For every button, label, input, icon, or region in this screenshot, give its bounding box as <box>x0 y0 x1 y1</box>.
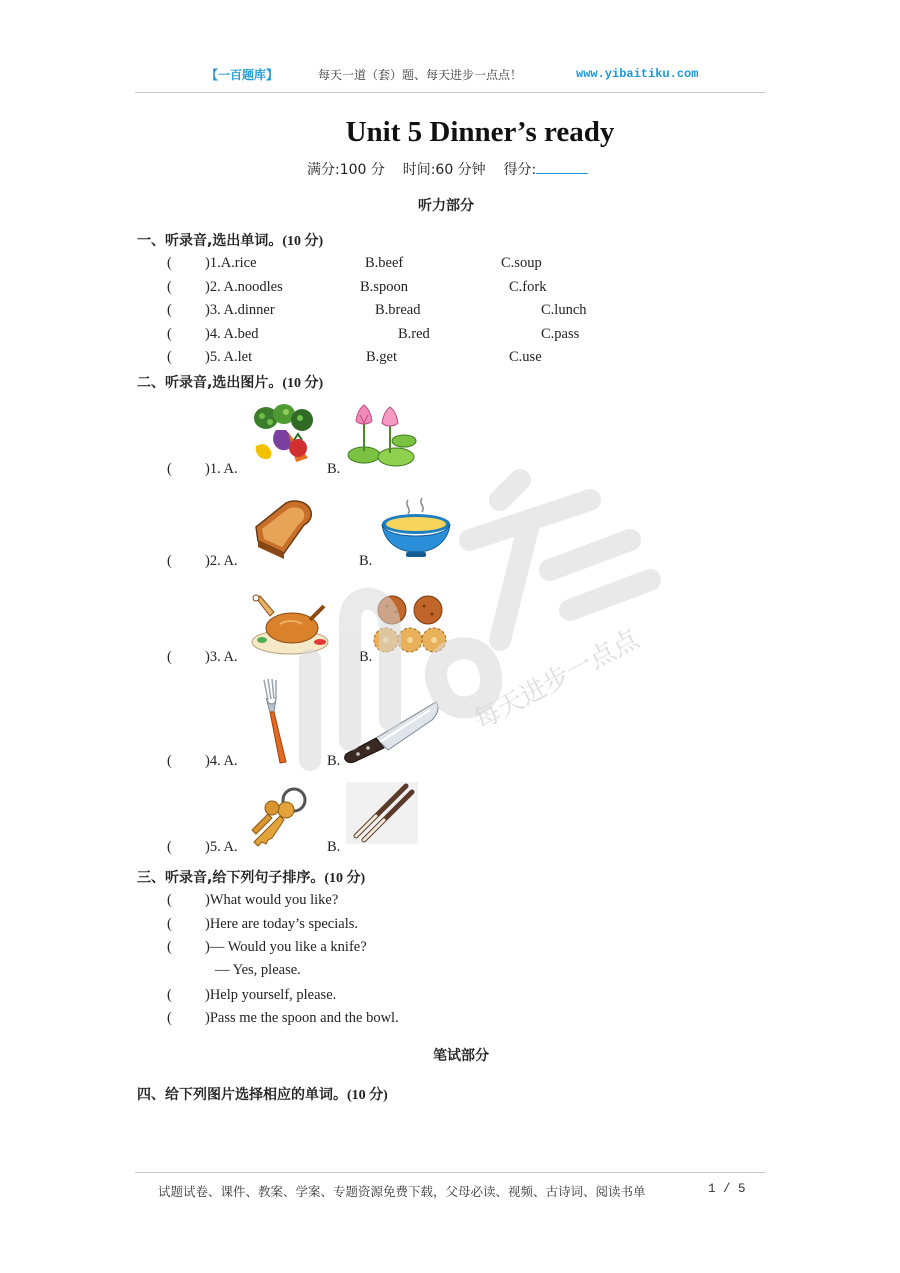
answer-paren[interactable]: ( <box>167 892 172 908</box>
option-b: B. <box>327 753 341 769</box>
section1-heading <box>137 230 323 250</box>
listening-part-title: 听力部分 <box>418 198 474 214</box>
answer-paren[interactable]: ( <box>167 553 172 569</box>
answer-paren[interactable]: ( <box>167 987 172 1003</box>
knife-picture[interactable] <box>340 698 444 764</box>
section1-points: 。(10 分) <box>268 234 324 249</box>
sentence: )Pass me the spoon and the bowl. <box>205 1010 399 1026</box>
header-slogan: 每天一道（套）题、每天进步一点点！ <box>318 68 523 82</box>
answer-paren[interactable]: ( <box>167 839 172 855</box>
option-a: )2. A. <box>205 553 238 569</box>
option-b: B. <box>359 553 373 569</box>
option-c: C.lunch <box>541 302 587 318</box>
answer-paren[interactable]: ( <box>167 326 172 342</box>
writing-part-title: 笔试部分 <box>433 1048 489 1064</box>
answer-paren[interactable]: ( <box>167 349 172 365</box>
answer-paren[interactable]: ( <box>167 753 172 769</box>
exam-info <box>307 159 588 179</box>
section1-heading-text: 一、听录音,选出单词 <box>137 233 269 249</box>
header-brand: 【一百题库】 <box>206 68 279 82</box>
page-title: Unit 5 Dinner’s ready <box>345 116 615 148</box>
roast-chicken-picture[interactable] <box>250 594 330 656</box>
sentence: )Here are today’s specials. <box>205 916 358 932</box>
option-b: B.red <box>398 326 430 342</box>
sentence: )— Would you like a knife? <box>205 939 367 955</box>
option-b: B.beef <box>365 255 404 271</box>
option-a: )3. A. <box>205 649 238 665</box>
header-divider <box>135 92 766 93</box>
section4-heading <box>137 1084 388 1104</box>
footer-divider <box>135 1172 766 1173</box>
watermark-subtext: 每天进步一点点 <box>469 624 644 737</box>
fork-picture[interactable] <box>256 678 296 764</box>
watermark-logo <box>270 440 670 800</box>
option-b: B.spoon <box>360 279 408 295</box>
answer-paren[interactable]: ( <box>167 1010 172 1026</box>
vegetables-picture[interactable] <box>248 402 316 468</box>
section2-heading <box>137 372 323 392</box>
option-b: B.get <box>366 349 398 365</box>
answer-paren[interactable]: ( <box>167 649 172 665</box>
lotus-picture[interactable] <box>346 403 418 469</box>
sentence: — Yes, please. <box>215 962 301 978</box>
sentence: )What would you like? <box>205 892 339 908</box>
option-a: )4. A.bed <box>205 326 259 342</box>
option-c: C.pass <box>541 326 580 342</box>
section4-points: 。(10 分) <box>333 1088 388 1103</box>
option-a: )4. A. <box>205 753 238 769</box>
option-a: )5. A.let <box>205 349 253 365</box>
option-b: B. <box>327 461 341 477</box>
chopsticks-picture[interactable] <box>346 782 418 844</box>
option-c: C.fork <box>509 279 547 295</box>
option-c: C.soup <box>501 255 542 271</box>
section4-heading-text: 四、给下列图片选择相应的单词 <box>137 1087 333 1103</box>
answer-paren[interactable]: ( <box>167 939 172 955</box>
option-b: B. <box>359 649 373 665</box>
option-c: C.use <box>509 349 542 365</box>
soup-bowl-picture[interactable] <box>378 496 454 560</box>
answer-paren[interactable]: ( <box>167 916 172 932</box>
answer-paren[interactable]: ( <box>167 279 172 295</box>
full-marks: 满分:100 分 <box>307 162 385 178</box>
option-b: B. <box>327 839 341 855</box>
header-url[interactable]: www.yibaitiku.com <box>576 67 699 81</box>
section3-points: 。(10 分) <box>310 871 366 886</box>
score-label: 得分: <box>503 162 537 178</box>
answer-paren[interactable]: ( <box>167 255 172 271</box>
section3-heading-text: 三、听录音,给下列句子排序 <box>137 870 311 886</box>
cookies-picture[interactable] <box>372 594 448 656</box>
footer-text: 试题试卷、课件、教案、学案、专题资源免费下载，父母必读、视频、古诗词、阅读书单 <box>158 1184 646 1199</box>
section2-points: 。(10 分) <box>268 376 324 391</box>
section3-heading <box>137 867 365 887</box>
keys-picture[interactable] <box>246 786 312 850</box>
option-a: )1. A. <box>205 461 238 477</box>
option-a: )5. A. <box>205 839 238 855</box>
option-b: B.bread <box>375 302 421 318</box>
answer-paren[interactable]: ( <box>167 302 172 318</box>
answer-paren[interactable]: ( <box>167 461 172 477</box>
option-a: )3. A.dinner <box>205 302 275 318</box>
score-blank[interactable] <box>536 159 588 174</box>
option-a: )2. A.noodles <box>205 279 283 295</box>
page-number: 1 / 5 <box>708 1182 746 1196</box>
toast-picture[interactable] <box>250 497 322 561</box>
section2-heading-text: 二、听录音,选出图片 <box>137 375 269 391</box>
time-limit: 时间:60 分钟 <box>402 162 486 178</box>
option-a: )1.A.rice <box>205 255 257 271</box>
sentence: )Help yourself, please. <box>205 987 337 1003</box>
